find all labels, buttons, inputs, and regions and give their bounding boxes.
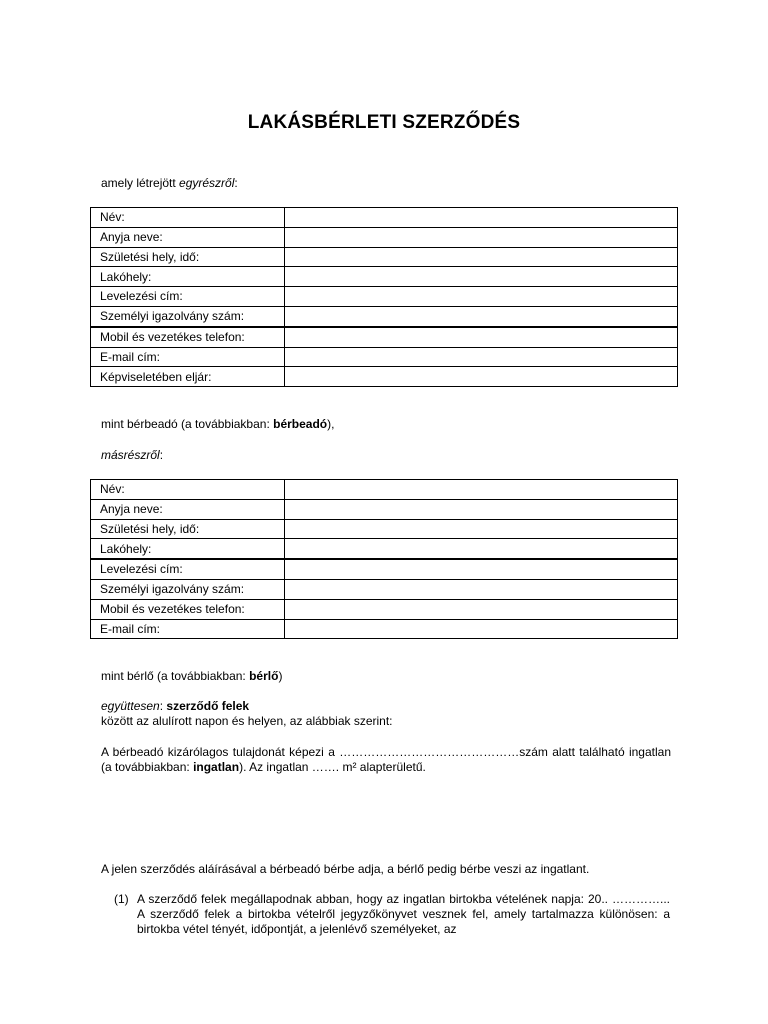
row-value[interactable] [285, 347, 678, 367]
row-label: Lakóhely: [91, 267, 285, 287]
property-text: A bérbeadó kizárólagos tulajdonát képezi a ………………………………………szám alatt található ingatlan (a továbbiakban: [101, 745, 671, 774]
table-row [91, 480, 678, 500]
intro-line [101, 176, 671, 190]
table-row [91, 499, 678, 519]
parties-colon: : [159, 699, 167, 713]
landlord-table [90, 207, 678, 387]
table-row [91, 347, 678, 367]
table-row [91, 327, 678, 347]
parties-italic: együttesen [101, 699, 160, 713]
row-label: Levelezési cím: [91, 287, 285, 307]
row-label: Anyja neve: [91, 499, 285, 519]
row-label: Születési hely, idő: [91, 247, 285, 267]
row-value[interactable] [285, 267, 678, 287]
table-row [91, 599, 678, 619]
row-label: Lakóhely: [91, 539, 285, 559]
row-value[interactable] [285, 367, 678, 387]
row-value[interactable] [285, 208, 678, 228]
table-row [91, 559, 678, 579]
row-value[interactable] [285, 519, 678, 539]
row-value[interactable] [285, 499, 678, 519]
tenant-role-text: mint bérlő (a továbbiakban: [101, 669, 250, 683]
row-value[interactable] [285, 327, 678, 347]
row-label: Név: [91, 208, 285, 228]
row-label: Anyja neve: [91, 227, 285, 247]
table-row [91, 247, 678, 267]
landlord-role-bold: bérbeadó [273, 417, 328, 431]
table-row [91, 208, 678, 228]
row-label: E-mail cím: [91, 619, 285, 639]
table-row [91, 579, 678, 599]
row-value[interactable] [285, 247, 678, 267]
tenant-role-line [101, 669, 671, 683]
row-value[interactable] [285, 539, 678, 559]
row-label: Név: [91, 480, 285, 500]
parties-line-2: között az alulírott napon és helyen, az alábbiak szerint: [101, 714, 393, 728]
intro-italic: egyrészről [179, 176, 235, 190]
row-value[interactable] [285, 559, 678, 579]
tenant-role-bold: bérlő [249, 669, 279, 683]
row-label: Képviseletében eljár: [91, 367, 285, 387]
row-label: Születési hely, idő: [91, 519, 285, 539]
table-row [91, 519, 678, 539]
landlord-role-line [101, 417, 671, 431]
parties-bold: szerződő felek [166, 699, 250, 713]
row-label: Személyi igazolvány szám: [91, 306, 285, 326]
row-label: Mobil és vezetékes telefon: [91, 327, 285, 347]
landlord-role-text: mint bérbeadó (a továbbiakban: [101, 417, 274, 431]
intro-text: amely létrejött [101, 176, 180, 190]
tenant-role-end: ) [278, 669, 283, 683]
other-party-colon: : [159, 448, 164, 462]
row-value[interactable] [285, 579, 678, 599]
document-title: LAKÁSBÉRLETI SZERZŐDÉS [247, 112, 521, 133]
statement-line: A jelen szerződés aláírásával a bérbeadó bérbe adja, a bérlő pedig bérbe veszi az ingatlant. [101, 862, 590, 876]
clause-1 [114, 892, 670, 937]
row-value[interactable] [285, 619, 678, 639]
intro-colon: : [234, 176, 238, 190]
row-label: Személyi igazolvány szám: [91, 579, 285, 599]
parties-line [101, 699, 671, 713]
row-value[interactable] [285, 480, 678, 500]
table-row [91, 227, 678, 247]
table-row [91, 367, 678, 387]
other-party-line [101, 448, 671, 462]
table-row [91, 287, 678, 307]
table-row [91, 267, 678, 287]
clause-number: (1) [114, 892, 129, 906]
table-row [91, 306, 678, 326]
row-value[interactable] [285, 227, 678, 247]
property-bold: ingatlan [193, 760, 240, 774]
table-row [91, 539, 678, 559]
row-label: E-mail cím: [91, 347, 285, 367]
tenant-table [90, 479, 678, 639]
other-party-italic: másrészről [101, 448, 160, 462]
landlord-role-end: ), [327, 417, 335, 431]
clause-text: A szerződő felek megállapodnak abban, hogy az ingatlan birtokba vételének napja: 20.. …………... A szerződő felek a birtokba vételről jegyzőkönyvet vesznek fel, amely tartalmazza különösen: a birtokba vétel tényét, időpontját, a jelenlévő személyeket, az [137, 892, 670, 936]
property-paragraph [101, 745, 671, 775]
property-text-end: ). Az ingatlan ……. m² alapterületű. [239, 760, 426, 774]
table-row [91, 619, 678, 639]
row-label: Levelezési cím: [91, 559, 285, 579]
row-value[interactable] [285, 287, 678, 307]
row-label: Mobil és vezetékes telefon: [91, 599, 285, 619]
row-value[interactable] [285, 599, 678, 619]
row-value[interactable] [285, 306, 678, 326]
